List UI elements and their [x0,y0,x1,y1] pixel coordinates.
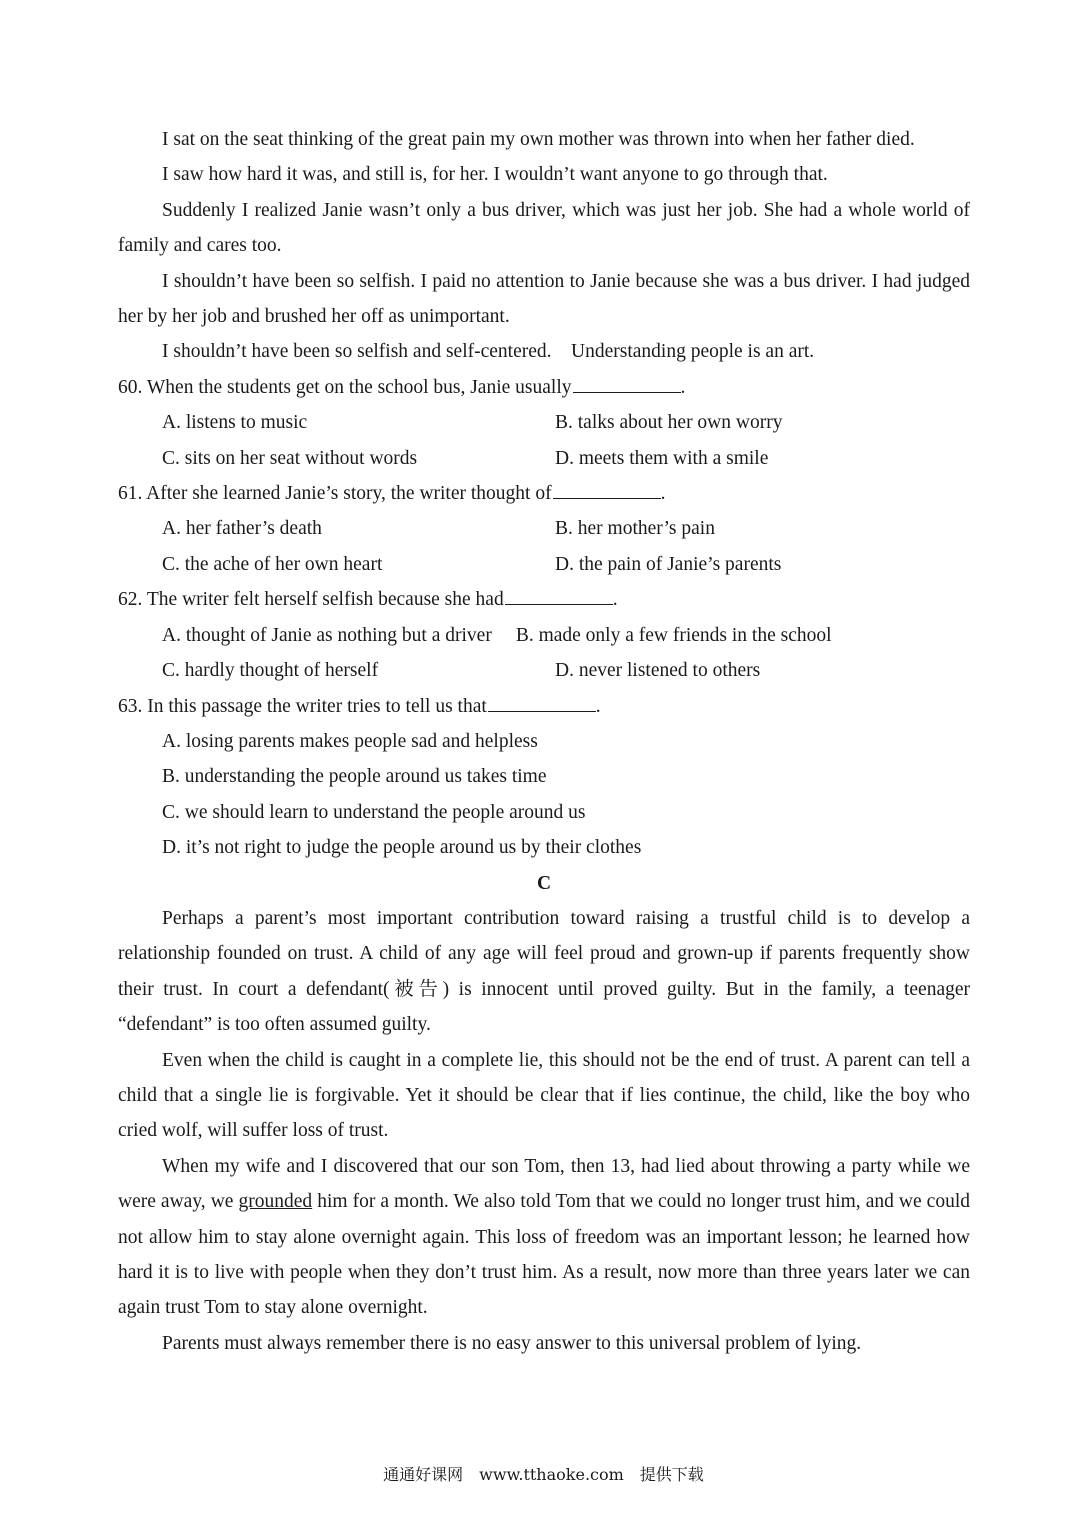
story-paragraph-3: Suddenly I realized Janie wasn’t only a bus driver, which was just her job. She had a whole world of family and cares too. [118,199,970,257]
question-62-options-row-1 [118,618,970,653]
page-footer: 通通好课网 www.tthaoke.com 提供下载 [383,1465,704,1484]
answer-blank [573,374,681,393]
answer-blank [505,586,613,605]
story-paragraph-1: I sat on the seat thinking of the great pain my own mother was thrown into when her father died. [162,129,915,150]
passage-c-paragraph-3: When my wife and I discovered that our son Tom, then 13, had lied about throwing a party while we were away, we grounded him for a month. We also told Tom that we could no longer trust him, and we could not allow him to stay alone overnight again. This loss of freedom was an important lesson; he learned how hard it is to live with people when they don’t trust him. As a result, now more than three years later we can again trust Tom to stay alone overnight. [118,1155,971,1319]
story-paragraph-2: I saw how hard it was, and still is, for her. I wouldn’t want anyone to go through that. [162,164,828,186]
option-a: A. losing parents makes people sad and helpless [162,730,538,752]
document-page [118,122,970,1361]
question-61-options-row-1 [118,511,970,546]
option-d: D. it’s not right to judge the people around us by their clothes [162,837,642,859]
option-c: C. we should learn to understand the people around us [162,801,586,823]
option-d: D. meets them with a smile [555,447,769,469]
section-heading: C [536,872,552,894]
question-62-stem: 62. The writer felt herself selfish because she had [118,589,504,611]
option-b: B. understanding the people around us takes time [162,766,547,788]
underlined-word: grounded [238,1191,313,1213]
passage-c-paragraph-4: Parents must always remember there is no easy answer to this universal problem of lying. [162,1332,862,1354]
option-b: B. made only a few friends in the school [515,624,832,646]
question-62: 62. The writer felt herself selfish because she had . [118,582,970,617]
option-b: B. talks about her own worry [555,412,783,434]
question-62-options-row-2 [118,653,970,688]
option-d: D. never listened to others [555,660,761,682]
story-paragraph-5: I shouldn’t have been so selfish and self-centered. Understanding people is an art. [162,341,815,363]
option-d: D. the pain of Janie’s parents [555,553,782,575]
question-61: 61. After she learned Janie’s story, the writer thought of . [118,476,970,511]
answer-blank [553,480,661,499]
answer-blank [488,693,596,712]
passage-c-paragraph-1: Perhaps a parent’s most important contribution toward raising a trustful child is to develop a relationship founded on trust. A child of any age will feel proud and grown-up if parents frequently show their trust. In court a defendant(被告) is innocent until proved guilty. But in the family, a teenager “defendant” is too often assumed guilty. [118,907,970,1036]
question-60-options-row-2 [118,441,970,476]
question-60-stem: 60. When the students get on the school bus, Janie usually [118,376,572,398]
passage-c-paragraph-2: Even when the child is caught in a complete lie, this should not be the end of trust. A parent can tell a child that a single lie is forgivable. Yet it should be clear that if lies continue, the child, like the boy who cried wolf, will suffer loss of trust. [118,1049,970,1142]
option-c: C. sits on her seat without words [162,447,418,469]
question-60: 60. When the students get on the school bus, Janie usually . [118,370,970,405]
option-a: A. listens to music [162,412,308,434]
option-a: A. her father’s death [162,518,322,540]
question-63: 63. In this passage the writer tries to tell us that . [118,689,970,724]
story-paragraph-4: I shouldn’t have been so selfish. I paid no attention to Janie because she was a bus driver. I had judged her by her job and brushed her off as unimportant. [118,270,970,328]
option-a: A. thought of Janie as nothing but a driver [162,624,492,646]
question-63-stem: 63. In this passage the writer tries to tell us that [118,695,487,717]
question-60-options-row-1 [118,405,970,440]
option-c: C. hardly thought of herself [162,660,379,682]
option-b: B. her mother’s pain [555,518,715,540]
question-61-stem: 61. After she learned Janie’s story, the writer thought of [118,483,552,505]
option-c: C. the ache of her own heart [162,553,383,575]
question-61-options-row-2 [118,547,970,582]
